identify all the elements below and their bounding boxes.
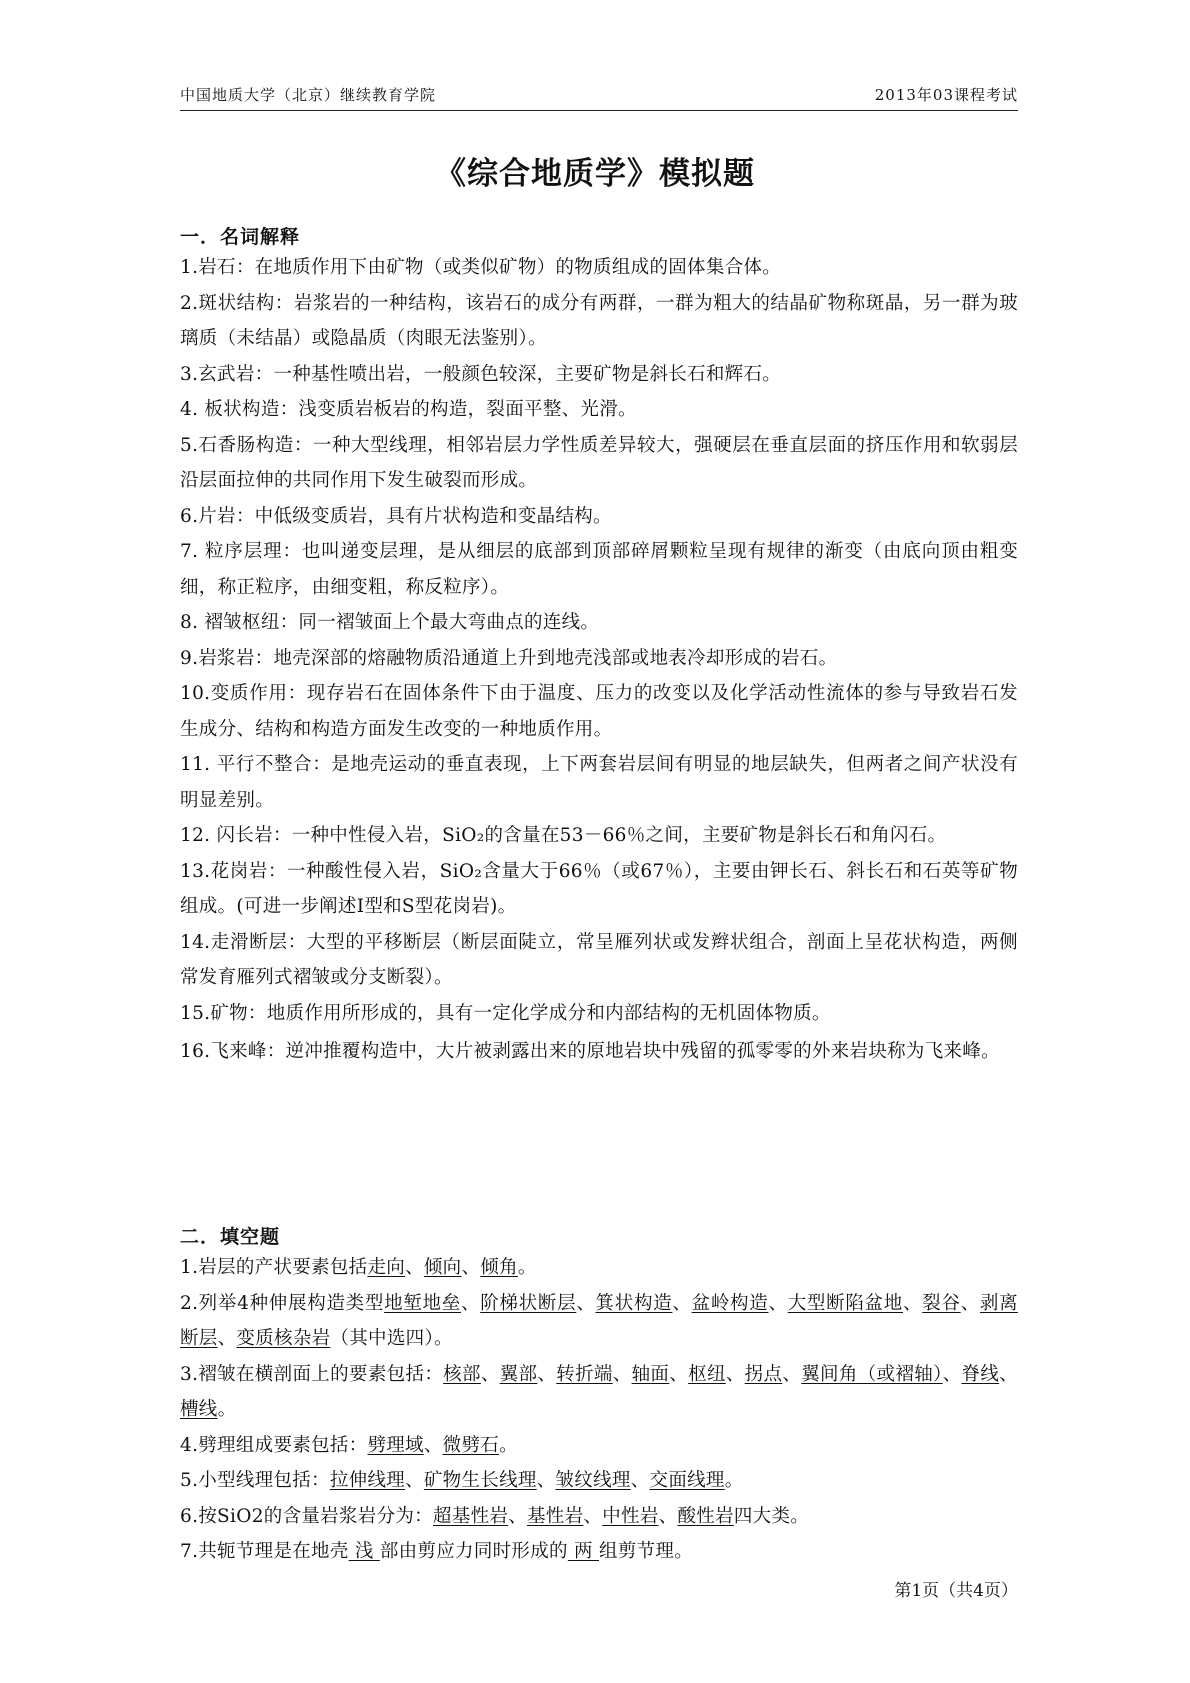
answer-blank: 核部	[443, 1363, 481, 1385]
answer-blank: 地堑地垒	[384, 1292, 461, 1314]
fill-in-item: 1.岩层的产状要素包括走向、倾向、倾角。	[180, 1257, 537, 1278]
answer-blank: 拐点	[744, 1363, 783, 1385]
section1-list	[180, 250, 1018, 1073]
answer-blank: 翼间角（或褶轴）	[801, 1363, 943, 1385]
header-divider	[180, 110, 1018, 111]
answer-blank: 倾向	[423, 1257, 462, 1278]
definition-item: 15.矿物：地质作用所形成的，具有一定化学成分和内部结构的无机固体物质。	[180, 1002, 831, 1024]
definition-item: 3.玄武岩：一种基性喷出岩，一般颜色较深，主要矿物是斜长石和辉石。	[180, 363, 782, 385]
answer-blank: 阶梯状断层	[480, 1292, 577, 1314]
answer-blank: 脊线	[961, 1363, 1000, 1385]
header-exam-date: 2013年03课程考试	[874, 86, 1018, 104]
definition-item: 5.石香肠构造：一种大型线理，相邻岩层力学性质差异较大，强硬层在垂直层面的挤压作用和软弱层沿层面拉伸的共同作用下发生破裂而形成。	[180, 434, 1018, 491]
answer-blank: 剥离断层	[180, 1292, 1018, 1349]
answer-blank: 大型断陷盆地	[787, 1292, 904, 1314]
answer-blank: 转折端	[556, 1363, 613, 1385]
section2-list	[180, 1250, 1018, 1570]
definition-item: 4. 板状构造：浅变质岩板岩的构造，裂面平整、光滑。	[180, 399, 637, 420]
definition-item: 14.走滑断层：大型的平移断层（断层面陡立，常呈雁列状或发辫状组合，剖面上呈花状构造，两侧常发育雁列式褶皱或分支断裂）。	[180, 931, 1018, 988]
answer-blank: 裂谷	[922, 1292, 961, 1314]
section2-heading: 二．填空题	[180, 1226, 281, 1248]
answer-blank: 翼部	[499, 1363, 538, 1385]
definition-item: 6.片岩：中低级变质岩，具有片状构造和变晶结构。	[180, 505, 612, 527]
header-institution: 中国地质大学（北京）继续教育学院	[180, 86, 437, 104]
answer-blank: 轴面	[631, 1363, 670, 1385]
page-number: 第1页（共4页）	[894, 1581, 1018, 1601]
fill-in-item: 2.列举4种伸展构造类型地堑地垒、阶梯状断层、箕状构造、盆岭构造、大型断陷盆地、裂谷、剥离断层、变质核杂岩（其中选四）。	[180, 1292, 1018, 1349]
answer-blank: 倾角	[480, 1257, 518, 1278]
definition-item: 11. 平行不整合：是地壳运动的垂直表现，上下两套岩层间有明显的地层缺失，但两者之间产状没有明显差别。	[180, 754, 1018, 811]
answer-blank: 微劈石	[442, 1434, 500, 1456]
fill-in-item: 7.共轭节理是在地壳 浅 部由剪应力同时形成的 两 组剪节理。	[180, 1541, 694, 1562]
answer-blank: 中性岩	[602, 1505, 659, 1527]
answer-blank: 劈理域	[367, 1434, 424, 1456]
answer-blank: 矿物生长线理	[423, 1470, 537, 1491]
fill-in-item: 3.褶皱在横剖面上的要素包括：核部、翼部、转折端、轴面、枢纽、拐点、翼间角（或褶轴）、脊线、槽线。	[180, 1363, 1018, 1420]
fill-in-item: 4.劈理组成要素包括：劈理域、微劈石。	[180, 1434, 518, 1456]
answer-blank: 皱纹线理	[555, 1470, 631, 1491]
answer-blank: 两	[567, 1541, 600, 1562]
answer-blank: 浅	[348, 1541, 380, 1562]
definition-item: 10.变质作用：现存岩石在固体条件下由于温度、压力的改变以及化学活动性流体的参与导致岩石发生成分、结构和构造方面发生改变的一种地质作用。	[180, 683, 1018, 740]
definition-item: 16.飞来峰：逆冲推覆构造中，大片被剥露出来的原地岩块中残留的孤零零的外来岩块称为飞来峰。	[180, 1041, 1000, 1062]
fill-in-item: 5.小型线理包括：拉伸线理、矿物生长线理、皱纹线理、交面线理。	[180, 1470, 744, 1491]
definition-item: 8. 褶皱枢纽：同一褶皱面上个最大弯曲点的连线。	[180, 612, 600, 633]
answer-blank: 交面线理	[649, 1470, 725, 1491]
page-title: 《综合地质学》模拟题	[435, 156, 755, 192]
fill-in-item: 6.按SiO2的含量岩浆岩分为：超基性岩、基性岩、中性岩、酸性岩四大类。	[180, 1505, 810, 1527]
answer-blank: 枢纽	[688, 1363, 726, 1385]
answer-blank: 超基性岩	[432, 1505, 509, 1527]
definition-item: 13.花岗岩：一种酸性侵入岩，SiO₂含量大于66％（或67％），主要由钾长石、斜长石和石英等矿物组成。(可进一步阐述Ⅰ型和S型花岗岩)。	[180, 860, 1018, 917]
answer-blank: 箕状构造	[595, 1292, 673, 1314]
answer-blank: 酸性岩	[677, 1505, 734, 1527]
definition-item: 12. 闪长岩：一种中性侵入岩，SiO₂的含量在53－66％之间，主要矿物是斜长石和角闪石。	[180, 825, 947, 846]
answer-blank: 拉伸线理	[329, 1470, 406, 1491]
answer-blank: 基性岩	[527, 1505, 584, 1527]
answer-blank: 走向	[367, 1257, 406, 1278]
answer-blank: 变质核杂岩	[236, 1328, 331, 1349]
definition-item: 7. 粒序层理：也叫递变层理，是从细层的底部到顶部碎屑颗粒呈现有规律的渐变（由底向顶由粗变细，称正粒序，由细变粗，称反粒序）。	[180, 541, 1018, 598]
answer-blank: 槽线	[180, 1399, 218, 1420]
answer-blank: 盆岭构造	[691, 1292, 769, 1314]
definition-item: 1.岩石：在地质作用下由矿物（或类似矿物）的物质组成的固体集合体。	[180, 257, 782, 278]
section1-heading: 一．名词解释	[180, 226, 301, 248]
definition-item: 2.斑状结构：岩浆岩的一种结构，该岩石的成分有两群，一群为粗大的结晶矿物称斑晶，另一群为玻璃质（未结晶）或隐晶质（肉眼无法鉴别）。	[180, 292, 1018, 349]
page-header	[180, 84, 1018, 110]
definition-item: 9.岩浆岩：地壳深部的熔融物质沿通道上升到地壳浅部或地表冷却形成的岩石。	[180, 647, 838, 669]
